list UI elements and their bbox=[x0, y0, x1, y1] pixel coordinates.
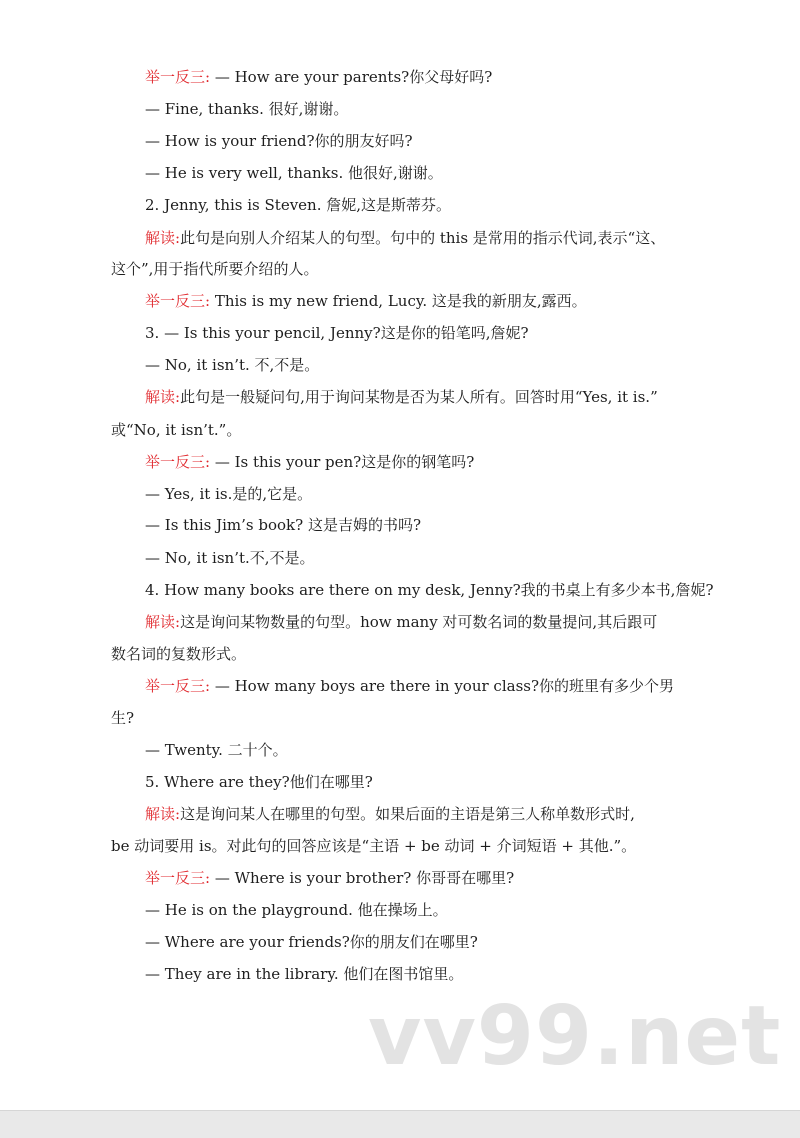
line-text: — Is this Jim’s book? 这是吉姆的书吗? bbox=[145, 516, 421, 534]
line-text: — No, it isn’t. 不,不是。 bbox=[145, 356, 320, 374]
viewer-bottom-bar bbox=[0, 1110, 800, 1138]
text-line bbox=[111, 644, 246, 664]
line-text: 数名词的复数形式。 bbox=[111, 645, 247, 663]
explanation-label: 解读: bbox=[145, 388, 181, 406]
line-text: — How many boys are there in your class?你的班里有多少个男 bbox=[214, 677, 675, 695]
text-line bbox=[145, 131, 413, 151]
example-label: 举一反三: bbox=[145, 292, 215, 310]
text-line bbox=[145, 195, 451, 215]
line-text: — Fine, thanks. 很好,谢谢。 bbox=[145, 100, 349, 118]
text-line bbox=[145, 291, 587, 311]
line-text: — They are in the library. 他们在图书馆里。 bbox=[145, 965, 464, 983]
explanation-label: 解读: bbox=[145, 613, 181, 631]
line-text: 此句是向别人介绍某人的句型。句中的 this 是常用的指示代词,表示“这、 bbox=[180, 229, 666, 247]
text-line bbox=[145, 676, 674, 696]
text-line bbox=[145, 900, 448, 920]
line-text: 或“No, it isn’t.”。 bbox=[111, 421, 242, 439]
text-line bbox=[145, 355, 319, 375]
text-line bbox=[111, 708, 134, 728]
line-text: 生? bbox=[111, 709, 135, 727]
line-text: 这是询问某物数量的句型。how many 对可数名词的数量提问,其后跟可 bbox=[180, 613, 658, 631]
text-line bbox=[111, 836, 636, 856]
text-line bbox=[111, 259, 318, 279]
text-line bbox=[111, 420, 241, 440]
explanation-label: 解读: bbox=[145, 229, 181, 247]
example-label: 举一反三: bbox=[145, 869, 215, 887]
text-line bbox=[145, 515, 421, 535]
line-text: — Is this your pen?这是你的钢笔吗? bbox=[214, 453, 475, 471]
text-line bbox=[145, 580, 714, 600]
line-text: — How is your friend?你的朋友好吗? bbox=[145, 132, 413, 150]
line-text: 这个”,用于指代所要介绍的人。 bbox=[111, 260, 319, 278]
line-text: 这是询问某人在哪里的句型。如果后面的主语是第三人称单数形式时, bbox=[180, 805, 635, 823]
line-text: — Where are your friends?你的朋友们在哪里? bbox=[145, 933, 478, 951]
example-label: 举一反三: bbox=[145, 453, 215, 471]
watermark: vv99.net bbox=[368, 989, 782, 1084]
text-line bbox=[145, 868, 514, 888]
text-line bbox=[145, 323, 529, 343]
line-text: This is my new friend, Lucy. 这是我的新朋友,露西。 bbox=[214, 292, 587, 310]
line-text: 2. Jenny, this is Steven. 詹妮,这是斯蒂芬。 bbox=[145, 196, 452, 214]
text-line bbox=[145, 99, 348, 119]
text-line bbox=[145, 612, 657, 632]
line-text: — How are your parents?你父母好吗? bbox=[214, 68, 493, 86]
line-text: — Yes, it is.是的,它是。 bbox=[145, 485, 313, 503]
explanation-label: 解读: bbox=[145, 805, 181, 823]
text-line bbox=[145, 67, 492, 87]
text-line bbox=[145, 804, 635, 824]
text-line bbox=[145, 163, 443, 183]
line-text: 3. — Is this your pencil, Jenny?这是你的铅笔吗,詹妮? bbox=[145, 324, 529, 342]
text-line bbox=[145, 484, 312, 504]
line-text: 此句是一般疑问句,用于询问某物是否为某人所有。回答时用“Yes, it is.” bbox=[180, 388, 658, 406]
line-text: — He is on the playground. 他在操场上。 bbox=[145, 901, 448, 919]
line-text: 5. Where are they?他们在哪里? bbox=[145, 773, 373, 791]
text-line bbox=[145, 740, 288, 760]
text-line bbox=[145, 387, 658, 407]
line-text: — Where is your brother? 你哥哥在哪里? bbox=[214, 869, 515, 887]
line-text: — Twenty. 二十个。 bbox=[145, 741, 288, 759]
text-line bbox=[145, 452, 474, 472]
example-label: 举一反三: bbox=[145, 677, 215, 695]
text-line bbox=[145, 228, 665, 248]
text-line bbox=[145, 932, 478, 952]
line-text: — He is very well, thanks. 他很好,谢谢。 bbox=[145, 164, 443, 182]
text-line bbox=[145, 772, 373, 792]
example-label: 举一反三: bbox=[145, 68, 215, 86]
line-text: be 动词要用 is。对此句的回答应该是“主语 + be 动词 + 介词短语 + 其他.”。 bbox=[111, 837, 637, 855]
text-line bbox=[145, 964, 463, 984]
line-text: 4. How many books are there on my desk, Jenny?我的书桌上有多少本书,詹妮? bbox=[145, 581, 714, 599]
text-line bbox=[145, 548, 315, 568]
line-text: — No, it isn’t.不,不是。 bbox=[145, 549, 315, 567]
